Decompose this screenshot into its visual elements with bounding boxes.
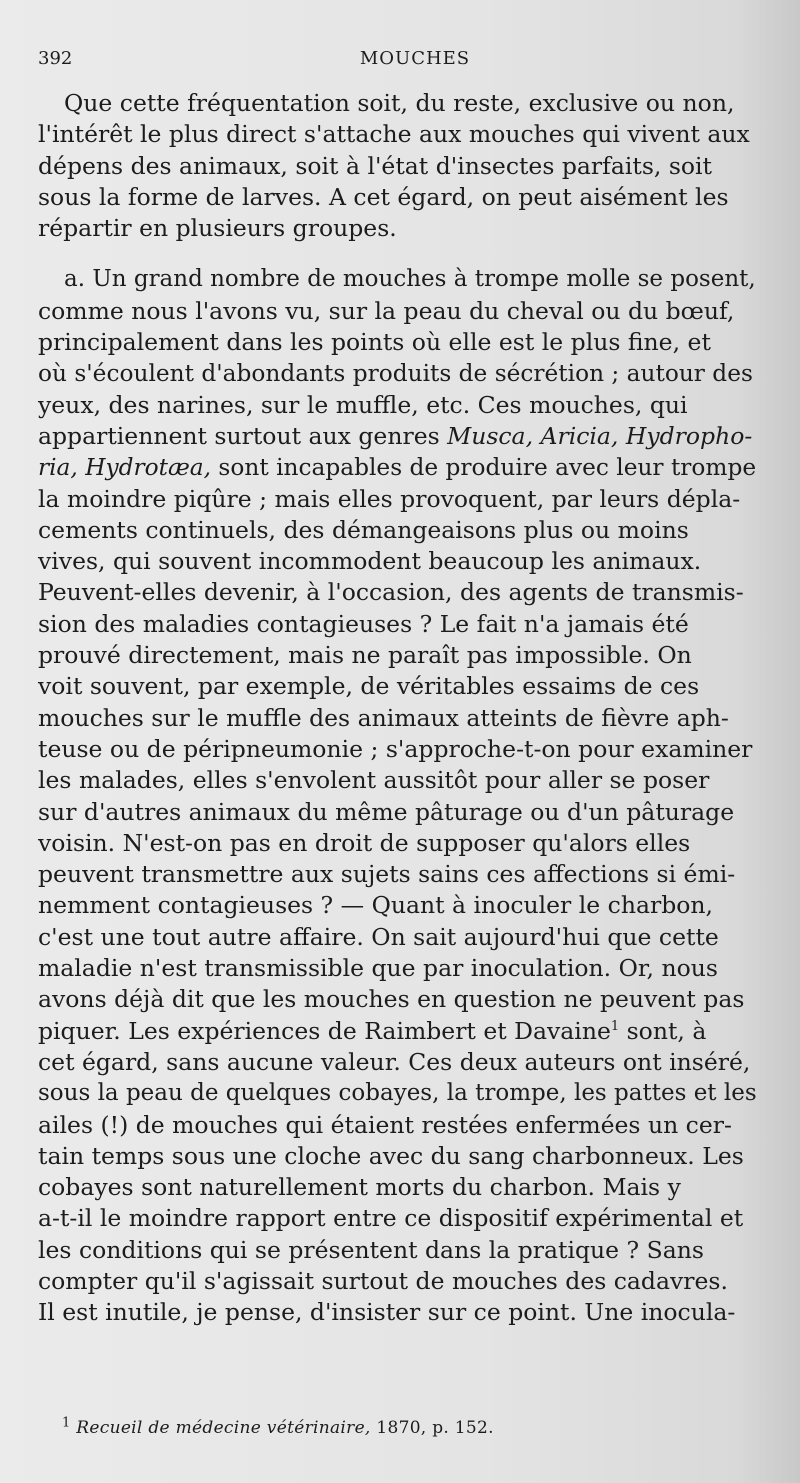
page-number: 392 bbox=[38, 48, 73, 69]
text-line: a-t-il le moindre rapport entre ce dispositif expérimental et bbox=[38, 1204, 744, 1233]
text-line: nemment contagieuses ? — Quant à inoculer le charbon, bbox=[38, 891, 713, 920]
text-line: sur d'autres animaux du même pâturage ou d'un pâturage bbox=[38, 797, 735, 826]
text-line: sous la forme de larves. A cet égard, on peut aisément les bbox=[38, 182, 729, 211]
running-title: MOUCHES bbox=[359, 48, 471, 69]
text-line: les conditions qui se présentent dans la pratique ? Sans bbox=[38, 1235, 704, 1264]
text-line: dépens des animaux, soit à l'état d'insectes parfaits, soit bbox=[38, 151, 712, 180]
text-line: avons déjà dit que les mouches en question ne peuvent pas bbox=[38, 985, 745, 1014]
text-line: cet égard, sans aucune valeur. Ces deux auteurs ont inséré, bbox=[38, 1047, 751, 1076]
genus-names: Musca, Aricia, Hydropho- bbox=[447, 421, 753, 450]
footnote-details: 1870, p. 152. bbox=[370, 1418, 494, 1438]
genus-names: ria, Hydrotæa, bbox=[38, 454, 212, 482]
text-line: maladie n'est transmissible que par inoculation. Or, nous bbox=[38, 954, 718, 983]
footnote-marker[interactable]: 1 bbox=[610, 1018, 620, 1034]
text-line: cobayes sont naturellement morts du charbon. Mais y bbox=[38, 1173, 681, 1202]
text-line: cements continuels, des démangeaisons plus ou moins bbox=[38, 515, 689, 544]
text-line: répartir en plusieurs groupes. bbox=[38, 214, 397, 243]
text-line bbox=[38, 421, 760, 452]
text-line: a. Un grand nombre de mouches à trompe molle se posent, bbox=[64, 266, 756, 293]
text-line: voit souvent, par exemple, de véritables essaims de ces bbox=[38, 672, 700, 701]
text-line: peuvent transmettre aux sujets sains ces affections si émi- bbox=[38, 860, 736, 889]
footnote-title: Recueil de médecine vétérinaire, bbox=[76, 1418, 371, 1438]
text-line: la moindre piqûre ; mais elles provoquent, par leurs dépla- bbox=[38, 484, 741, 513]
text-span: appartiennent surtout aux genres bbox=[38, 421, 448, 450]
text-line: Peuvent-elles devenir, à l'occasion, des agents de transmis- bbox=[38, 578, 744, 607]
text-line: principalement dans les points où elle est le plus fine, et bbox=[38, 328, 711, 357]
footnote bbox=[62, 1415, 494, 1438]
text-line: l'intérêt le plus direct s'attache aux mouches qui vivent aux bbox=[38, 120, 750, 149]
text-line: vives, qui souvent incommodent beaucoup les animaux. bbox=[38, 547, 702, 576]
text-line: compter qu'il s'agissait surtout de mouches des cadavres. bbox=[38, 1266, 728, 1295]
text-line: mouches sur le muffle des animaux atteints de fièvre aph- bbox=[38, 703, 729, 732]
text-line: tain temps sous une cloche avec du sang charbonneux. Les bbox=[38, 1141, 744, 1170]
page-header bbox=[38, 48, 762, 78]
text-line: Que cette fréquentation soit, du reste, exclusive ou non, bbox=[64, 89, 735, 117]
text-line: ailes (!) de mouches qui étaient restées enfermées un cer- bbox=[38, 1110, 732, 1139]
text-line: yeux, des narines, sur le muffle, etc. Ces mouches, qui bbox=[38, 390, 688, 419]
text-line: sous la peau de quelques cobayes, la trompe, les pattes et les bbox=[38, 1080, 757, 1107]
text-line: voisin. N'est-on pas en droit de supposer qu'alors elles bbox=[38, 828, 691, 857]
text-span: sont, à bbox=[619, 1016, 707, 1045]
body-text bbox=[38, 88, 760, 1329]
paragraph-2 bbox=[38, 264, 760, 1328]
text-span: sont incapables de produire avec leur trompe bbox=[211, 454, 757, 482]
text-line: sion des maladies contagieuses ? Le fait n'a jamais été bbox=[38, 609, 689, 638]
text-line bbox=[38, 1016, 760, 1047]
text-span: piquer. Les expériences de Raimbert et Davaine bbox=[38, 1016, 611, 1045]
footnote-number: 1 bbox=[62, 1415, 71, 1431]
text-line: Il est inutile, je pense, d'insister sur ce point. Une inocula- bbox=[38, 1298, 736, 1327]
paragraph-1 bbox=[38, 88, 760, 244]
text-line: où s'écoulent d'abondants produits de sécrétion ; autour des bbox=[38, 360, 753, 388]
text-line: les malades, elles s'envolent aussitôt pour aller se poser bbox=[38, 766, 710, 795]
text-line: teuse ou de péripneumonie ; s'approche-t-on pour examiner bbox=[38, 734, 753, 763]
text-line: prouvé directement, mais ne paraît pas impossible. On bbox=[38, 641, 692, 670]
text-line bbox=[38, 452, 760, 483]
paragraph-gap bbox=[38, 244, 760, 264]
text-line: c'est une tout autre affaire. On sait aujourd'hui que cette bbox=[38, 922, 719, 951]
text-line: comme nous l'avons vu, sur la peau du cheval ou du bœuf, bbox=[38, 296, 735, 325]
